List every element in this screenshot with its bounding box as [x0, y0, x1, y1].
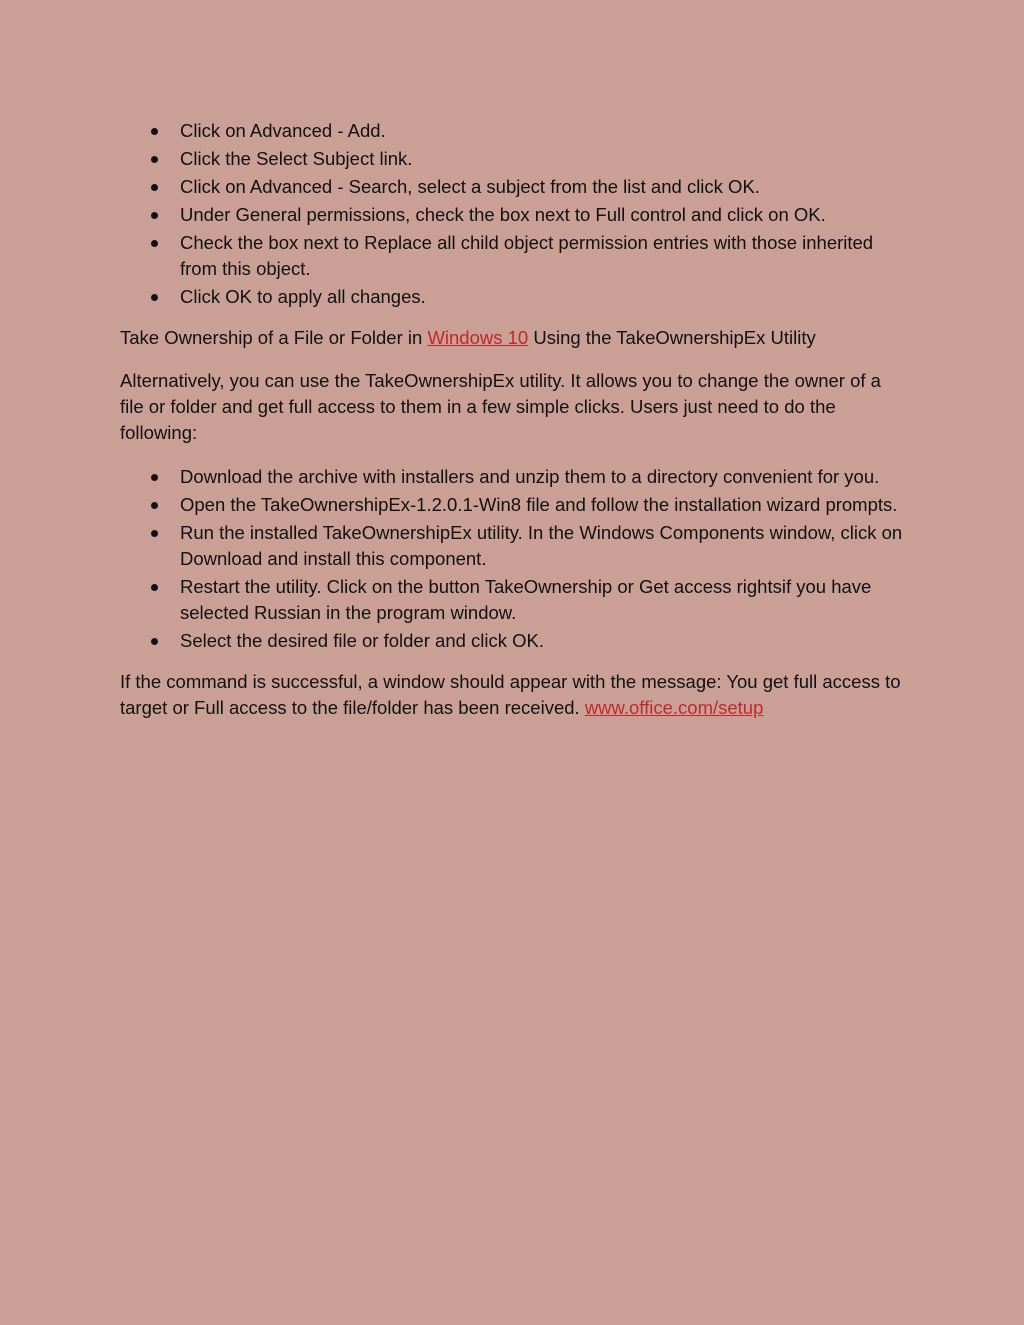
list-item [120, 118, 904, 144]
list-item-text: Run the installed TakeOwnershipEx utility. In the Windows Components window, click on Download and install this component. [180, 522, 903, 569]
list-item-text: Open the TakeOwnershipEx-1.2.0.1-Win8 file and follow the installation wizard prompts. [180, 494, 898, 515]
list-item [120, 628, 904, 654]
bullet-icon [151, 584, 158, 591]
list-item-text: Click on Advanced - Add. [180, 120, 386, 141]
heading-text-before: Take Ownership of a File or Folder in [120, 327, 428, 348]
takeownershipex-steps-list [120, 464, 904, 654]
list-item [120, 146, 904, 172]
bullet-icon [151, 156, 158, 163]
list-item [120, 464, 904, 490]
list-item-text: Click on Advanced - Search, select a subject from the list and click OK. [180, 176, 760, 197]
bullet-icon [151, 474, 158, 481]
closing-text: If the command is successful, a window should appear with the message: You get full access to target or Full access to the file/folder has been received. [120, 671, 901, 718]
list-item [120, 574, 904, 626]
list-item [120, 230, 904, 282]
list-item-text: Select the desired file or folder and click OK. [180, 630, 545, 651]
list-item [120, 492, 904, 518]
bullet-icon [151, 502, 158, 509]
list-item-text: Check the box next to Replace all child object permission entries with those inherited from this object. [180, 232, 874, 279]
list-item-text: Click the Select Subject link. [180, 148, 413, 169]
section-heading [120, 325, 904, 351]
list-item [120, 174, 904, 200]
list-item-text: Restart the utility. Click on the button TakeOwnership or Get access rightsif you have selected Russian in the program window. [180, 576, 872, 623]
list-item [120, 284, 904, 310]
bullet-icon [151, 294, 158, 301]
closing-paragraph [120, 669, 904, 721]
office-setup-link[interactable]: www.office.com/setup [584, 697, 764, 718]
heading-text-after: Using the TakeOwnershipEx Utility [528, 327, 816, 348]
permissions-steps-list [120, 118, 904, 310]
list-item-text: Download the archive with installers and unzip them to a directory convenient for you. [180, 466, 880, 487]
list-item-text: Click OK to apply all changes. [180, 286, 426, 307]
bullet-icon [151, 184, 158, 191]
list-item [120, 520, 904, 572]
intro-paragraph: Alternatively, you can use the TakeOwnershipEx utility. It allows you to change the owner of a file or folder and get full access to them in a few simple clicks. Users just need to do the following: [120, 370, 881, 443]
bullet-icon [151, 240, 158, 247]
windows-10-link[interactable]: Windows 10 [427, 327, 529, 348]
bullet-icon [151, 128, 158, 135]
bullet-icon [151, 212, 158, 219]
bullet-icon [151, 530, 158, 537]
list-item [120, 202, 904, 228]
list-item-text: Under General permissions, check the box next to Full control and click on OK. [180, 204, 826, 225]
bullet-icon [151, 638, 158, 645]
